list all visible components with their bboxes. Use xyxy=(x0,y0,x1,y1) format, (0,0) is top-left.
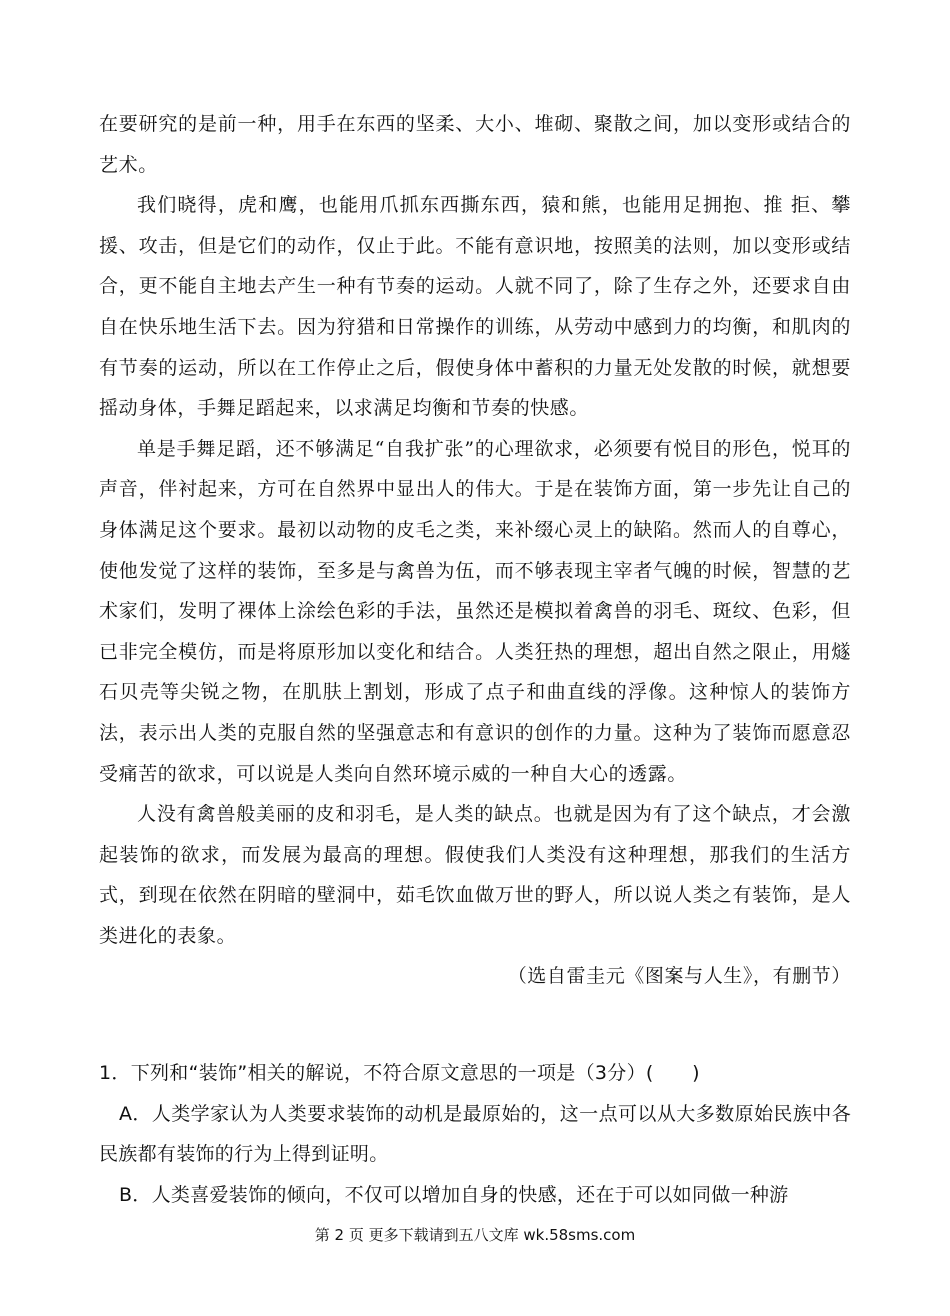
question-1-option-a: A．人类学家认为人类要求装饰的动机是最原始的，这一点可以从大多数原始民族中各民族都有装饰的行为上得到证明。 xyxy=(99,1102,851,1166)
question-1-stem: 1．下列和“装饰”相关的解说，不符合原文意思的一项是（3分）( ) xyxy=(99,1062,700,1084)
article-source: （选自雷圭元《图案与人生》，有删节） xyxy=(507,965,851,988)
page-footer: 第 2 页 更多下载请到五八文库 wk.58sms.com xyxy=(314,1226,636,1244)
article-body xyxy=(99,104,851,997)
question-section xyxy=(99,1053,851,1215)
paragraph-3: 单是手舞足蹈，还不够满足“自我扩张”的心理欲求，必须要有悦目的形色，悦耳的声音，伴衬起来，方可在自然界中显出人的伟大。于是在装饰方面，第一步先让自己的身体满足这个要求。最初以动物的皮毛之类，来补缀心灵上的缺陷。然而人的自尊心，使他发觉了这样的装饰，至多是与禽兽为伍，而不够表现主宰者气魄的时候，智慧的艺术家们，发明了裸体上涂绘色彩的手法，虽然还是模拟着禽兽的羽毛、斑纹、色彩，但已非完全模仿，而是将原形加以变化和结合。人类狂热的理想，超出自然之限止，用燧石贝壳等尖锐之物，在肌肤上割划，形成了点子和曲直线的浮像。这种惊人的装饰方法，表示出人类的克服自然的坚强意志和有意识的创作的力量。这种为了装饰而愿意忍受痛苦的欲求，可以说是人类向自然环境示威的一种自大心的透露。 xyxy=(99,437,851,785)
paragraph-4: 人没有禽兽般美丽的皮和羽毛，是人类的缺点。也就是因为有了这个缺点，才会激起装饰的欲求，而发展为最高的理想。假使我们人类没有这种理想，那我们的生活方式，到现在依然在阴暗的壁洞中，茹毛饮血做万世的野人，所以说人类之有装饰，是人类进化的表象。 xyxy=(99,803,851,947)
question-1-option-b: B．人类喜爱装饰的倾向，不仅可以增加自身的快感，还在于可以如同做一种游 xyxy=(118,1183,789,1206)
paragraph-2: 我们晓得，虎和鹰，也能用爪抓东西撕东西，猿和熊，也能用足拥抱、推 拒、攀援、攻击，但是它们的动作，仅止于此。不能有意识地，按照美的法则，加以变形或结合，更不能自主地去产生一种有节奏的运动。人就不同了，除了生存之外，还要求自由自在快乐地生活下去。因为狩猎和日常操作的训练，从劳动中感到力的均衡，和肌肉的有节奏的运动，所以在工作停止之后，假使身体中蓄积的力量无处发散的时候，就想要摇动身体，手舞足蹈起来，以求满足均衡和节奏的快感。 xyxy=(99,194,851,420)
paragraph-1: 在要研究的是前一种，用手在东西的坚柔、大小、堆砌、聚散之间，加以变形或结合的艺术。 xyxy=(99,113,851,176)
